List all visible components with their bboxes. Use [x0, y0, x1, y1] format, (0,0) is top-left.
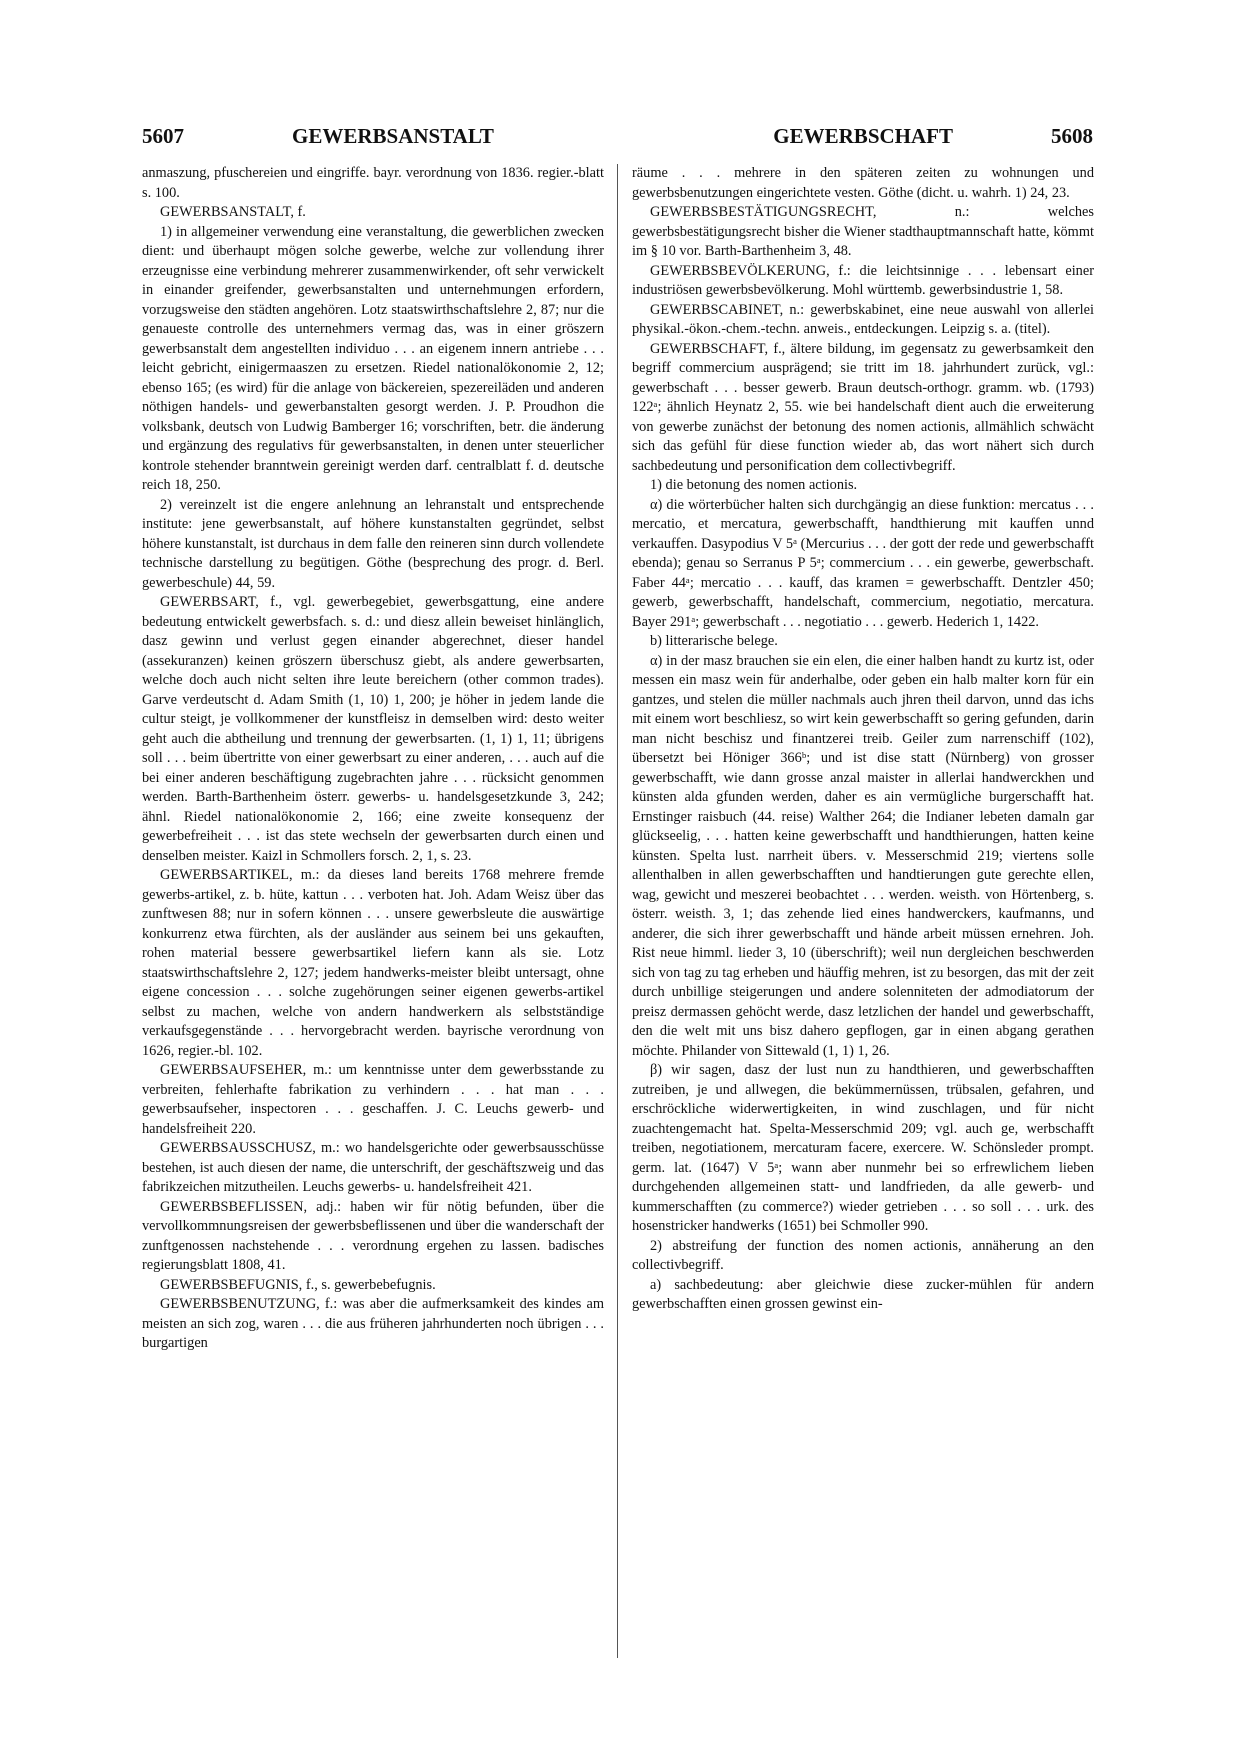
entry-paragraph: GEWERBSART, f., vgl. gewerbegebiet, gewerbsgattung, eine andere bedeutung entwickelt gewerbsfach. s. d.: und diesz allein beweiset hinlänglich, dasz gewinn und verlust gegen einander abgerechnet, dieser handel (assekuranzen) keinen gröszern überschusz giebt, als andere gewerbsarten, welche doch auch nicht selten ihre leute bereichern (other common trades). Garve verdeutscht d. Adam Smith (1, 10) 1, 200; je höher in jedem lande die cultur steigt, je vollkommener der kunstfleisz in demselben wird: desto weiter geht auch die abtheilung und trennung der gewerbsarten. (1, 1) 1, 11; übrigens soll . . . beim übertritte von einer gewerbsart zu einer anderen, . . . auch auf die bei einer anderen beschäftigung zugebrachten jahre . . . rücksicht genommen werden. Barth-Barthenheim österr. gewerbs- u. handelsgesetzkunde 3, 242; ähnl. Riedel nationalökonomie 2, 166; eine zweite konsequenz der gewerbefreiheit . . . ist das stete wechseln der gewerbsarten durch einen und denselben meister. Kaizl in Schmollers forsch. 2, 1, s. 23. [142, 594, 604, 864]
entry-paragraph: GEWERBSBEFLISSEN, adj.: haben wir für nötig befunden, über die vervollkommnungsreisen der gewerbsbeflissenen und über die wanderschaft der zunftgenossen nachstehende . . . verordnung ergehen zu lassen. badisches regierungsblatt 1808, 41. [142, 1198, 604, 1273]
paragraph: 2) vereinzelt ist die engere anlehnung an lehranstalt und entsprechende institute: jene gewerbsanstalt, auf höhere kunstanstalten gegründet, selbst höhere kunstanstalt, ist durchaus in dem falle den reineren sinn durch vollendete technische darstellung zu begütigen. Göthe (besprechung des progr. d. Berl. gewerbeschule) 44, 59. [142, 496, 604, 591]
page-header [142, 118, 1093, 154]
paragraph: α) die wörterbücher halten sich durchgängig an diese funktion: mercatus . . . mercatio, et mercatura, gewerbschafft, handthierung mit kauffen unnd verkauffen. Dasypodius V 5ᵃ (Mercurius . . . der gott der rede und gewerbschafft ebenda); genau so Serranus P 5ᵃ; commercium . . . ein gewerbe, gewerbschaft. Faber 44ᵃ; mercatio . . . kauff, das kramen = gewerbschafft. Dentzler 450; gewerb, gewerbschafft, handelschaft, commercium, negotiatio, mercatura. Bayer 291ᵃ; gewerbschaft . . . negotiatio . . . gewerb. Hederich 1, 1422. [632, 496, 1094, 630]
section-heading: 1) die betonung des nomen actionis. [650, 477, 858, 493]
running-title-left: GEWERBSANSTALT [292, 124, 494, 148]
paragraph: α) in der masz brauchen sie ein elen, die einer halben handt zu kurtz ist, oder messen ein masz wein für anderhalbe, oder geben ein halb malter korn für ein gantzes, und stelen die müller nachmals auch jhren theil darvon, unnd das ichs mit einem wort beschliesz, so wirt kein gewerbschafft so gering gefunden, darin man nicht beschisz und finantzerei treib. Geiler zum narrenschiff (102), übersetzt bei Höniger 366ᵇ; und ist dise statt (Nürnberg) von grosser gewerbschafft, wie dann grosse anzal maister in allerlai handwerckhen und künsten alda gfunden werden, daher es ain vermügliche burgerschafft hat. Ernstinger raisbuch (44. reise) Walther 264; die Indianer lebeten damaln gar glückseelig, . . . hatten keine gewerbschafft und handthierungen, hatten keine künsten. Spelta lust. narrheit übers. v. Messerschmid 219; viertens solle allenthalben in allen gewerbschafften und handtierungen gute gerechte ellen, wag, gewicht und meszerei beobachtet . . . werden. weisth. von Hörtenberg, s. österr. weisth. 3, 1; das zehende lied eines handwerckers, kaufmanns, und anderer, die sich ihrer gewerbschafft und hände arbeit müssen ernehren. Joh. Rist neue himml. lieder 3, 10 (überschrift); weil nun dergleichen beschwerden sich von tag zu tag erheben und häuffig mehren, ist zu besorgen, das mit der zeit durch unbillige steigerungen und andere solenniteten der admodiatorum der preisz dermassen gehöcht werde, dasz letzlichen der handel und gewerbschafft, den die welt mit uns bisz dahero gepflogen, gar in einen abgang gerathen möchte. Philander von Sittewald (1, 1) 1, 26. [632, 652, 1094, 1059]
entry-paragraph: GEWERBSCHAFT, f., ältere bildung, im gegensatz zu gewerbsamkeit den begriff commercium ausprägend; sie tritt im 18. jahrhundert zurück, vgl.: gewerbschaft . . . besser gewerb. Braun deutsch-orthogr. gramm. wb. (1793) 122ᵃ; ähnlich Heynatz 2, 55. wie bei handelschaft dient auch die erweiterung von gewerbe zunächst der betonung des nomen actionis, allmählich schwächt sich das gefühl für diese function wieder ab, das wort nähert sich durch sachbedeutung und personification dem collectivbegriff. [632, 340, 1094, 474]
entry-paragraph: GEWERBSBEVÖLKERUNG, f.: die leichtsinnige . . . lebensart einer industriösen gewerbsbevölkerung. Mohl württemb. gewerbsindustrie 1, 58. [632, 262, 1094, 298]
paragraph: räume . . . mehrere in den späteren zeiten zu wohnungen und gewerbsbenutzungen eingerichtete vesten. Göthe (dicht. u. wahrh. 1) 24, 23. [632, 165, 1094, 201]
entry-headword: GEWERBSANSTALT, f. [160, 204, 306, 220]
running-title-right: GEWERBSCHAFT [773, 124, 953, 148]
entry-paragraph: GEWERBSBESTÄTIGUNGSRECHT, n.: welches gewerbsbestätigungsrecht bisher die Wiener stadthauptmannschaft hatte, kömmt im § 10 vor. Barth-Barthenheim 3, 48. [632, 204, 1094, 259]
paragraph: a) sachbedeutung: aber gleichwie diese zucker-mühlen für andern gewerbschafften einen grossen gewinst ein- [632, 1276, 1094, 1312]
entry-paragraph: GEWERBSCABINET, n.: gewerbskabinet, eine neue auswahl von allerlei physikal.-ökon.-chem.-techn. anweis., entdeckungen. Leipzig s. a. (titel). [632, 301, 1094, 337]
entry-paragraph: GEWERBSBEFUGNIS, f., s. gewerbebefugnis. [160, 1276, 436, 1293]
column-divider [617, 164, 618, 1658]
entry-paragraph: GEWERBSARTIKEL, m.: da dieses land bereits 1768 mehrere fremde gewerbs-artikel, z. b. hüte, kattun . . . verboten hat. Joh. Adam Weisz über das zunftwesen 88; nur in sofern können . . . unsere gewerbsleute die auswärtige konkurrenz etwa fürchten, als der ausländer aus seinem bei uns gekauften, rohen material bessere gewerbsartikel liefern kann als sie. Lotz staatswirthschaftslehre 2, 127; jedem handwerks-meister bleibt untersagt, ohne eigene concession . . . solche zugehörungen seiner eigenen gewerbs-artikel selbst zu machen, welche von andern handwerkern als selbstständige verkaufsgegenstände . . . hervorgebracht werden. bayrische verordnung von 1626, regier.-bl. 102. [142, 867, 604, 1059]
entry-paragraph: GEWERBSBENUTZUNG, f.: was aber die aufmerksamkeit des kindes am meisten an sich zog, waren . . . die aus früheren jahrhunderten noch übrigen . . . burgartigen [142, 1296, 604, 1351]
page-number-left: 5607 [142, 124, 184, 148]
page-number-right: 5608 [1051, 124, 1093, 148]
right-column [632, 164, 1094, 1315]
paragraph: anmaszung, pfuschereien und eingriffe. bayr. verordnung von 1836. regier.-blatt s. 100. [142, 165, 604, 201]
section-heading: b) litterarische belege. [650, 633, 778, 649]
entry-paragraph: GEWERBSAUFSEHER, m.: um kenntnisse unter dem gewerbsstande zu verbreiten, fehlerhafte fabrikation zu verhindern . . . hat man . . . gewerbsaufseher, inspectoren . . . geschaffen. J. C. Leuchs gewerb- und handelsfreiheit 220. [142, 1062, 604, 1137]
left-column [142, 164, 604, 1354]
paragraph: β) wir sagen, dasz der lust nun zu handthieren, und gewerbschafften zutreiben, je und allwegen, die bekümmernüssen, trübsalen, gefahren, und erschröckliche widerwertigkeiten, in wind zuschlagen, und für nicht zuachtengemacht hat. Spelta-Messerschmid 209; vgl. auch ge, werbschafft treiben, negotiationem, mercaturam facere, exercere. W. Schönsleder prompt. germ. lat. (1647) V 5ᵃ; wann aber nunmehr bei so erfrewlichem lieben durchgehenden allgemeinen statt- und landfrieden, da alle gewerb- und kummerschafften (zu commerce?) wieder getrieben . . . so soll . . . urk. des hosenstricker handwerks (1651) bei Schmoller 990. [632, 1062, 1094, 1234]
entry-paragraph: GEWERBSAUSSCHUSZ, m.: wo handelsgerichte oder gewerbsausschüsse bestehen, ist auch diesen der name, die unterschrift, der geschäftszweig und das fabrikzeichen mitzutheilen. Leuchs gewerbs- u. handelsfreiheit 421. [142, 1140, 604, 1195]
section-heading: 2) abstreifung der function des nomen actionis, annäherung an den collectivbegriff. [632, 1237, 1094, 1273]
paragraph: 1) in allgemeiner verwendung eine veranstaltung, die gewerblichen zwecken dient: und überhaupt mögen solche gewerbe, welche zur vollendung ihrer erzeugnisse eine verbindung mehrerer zusammenwirkender, oft sehr verwickelt in einander greifender, gewerbsanstalten und unternehmungen erfordern, vorzugsweise den städten angehören. Lotz staatswirthschaftslehre 2, 87; nur die genaueste controlle des unternehmers vermag das, was in einer gröszern gewerbsanstalt dem angestellten individuo . . . an eigenem innern antriebe . . . leicht gebricht, einigermaaszen zu ersetzen. Riedel nationalökonomie 2, 12; ebenso 165; (es wird) für die anlage von bäckereien, spezereiläden und anderen nöthigen handels- und gewerbanstalten gesorgt werden. J. P. Proudhon die volksbank, deutsch von Ludwig Bamberger 16; vorschriften, betr. die änderung und ergänzung des regulativs für gewerbsanstalten, in denen unter steuerlicher kontrole stehender branntwein gereinigt werden darf. centralblatt f. d. deutsche reich 18, 250. [142, 223, 604, 493]
